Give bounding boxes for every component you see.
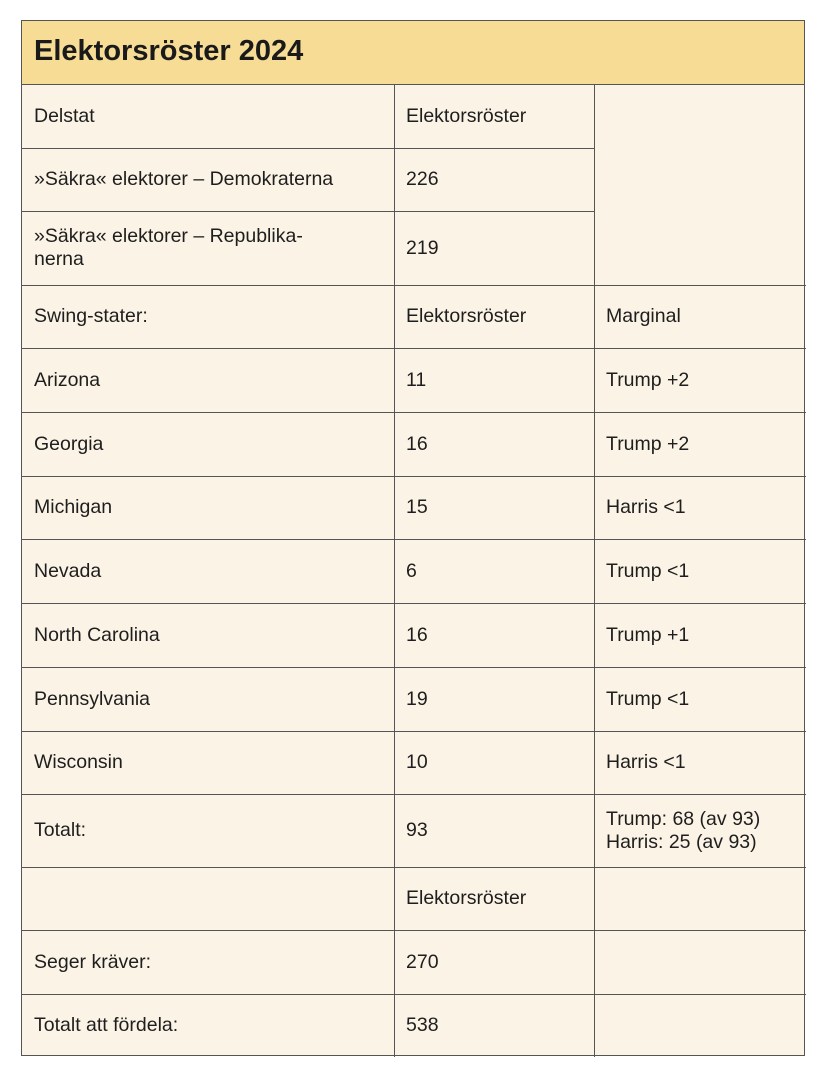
total-margin <box>594 794 806 867</box>
total-label: Totalt: <box>34 819 87 841</box>
swing-state-votes: 10 <box>406 751 428 773</box>
swing-state-name: Michigan <box>34 496 113 518</box>
header-marginal: Marginal <box>606 305 681 327</box>
swing-state-votes: 19 <box>406 687 428 710</box>
row-label-democrats: »Säkra« elektorer – Demokraterna <box>34 168 334 190</box>
summary-header-blank-right <box>594 867 806 930</box>
header-swing-elektorsroster: Elektorsröster <box>406 305 527 327</box>
swing-state-margin: Trump +2 <box>606 432 690 455</box>
swing-state-name: Wisconsin <box>34 751 123 773</box>
swing-state-name: North Carolina <box>34 623 160 646</box>
swing-state-margin: Trump <1 <box>606 687 690 710</box>
table-title: Elektorsröster 2024 <box>34 35 304 67</box>
swing-state-margin: Trump <1 <box>606 559 690 582</box>
swing-state-votes: 11 <box>406 368 427 391</box>
swing-state-name: Nevada <box>34 559 102 582</box>
summary-header-elektorsroster: Elektorsröster <box>406 887 527 909</box>
summary-votes-seger: 270 <box>406 950 439 973</box>
summary-label-seger: Seger kräver: <box>34 950 152 973</box>
total-margin-trump: Trump: 68 (av 93) <box>606 807 761 830</box>
electoral-table <box>21 20 805 1056</box>
row-votes-democrats: 226 <box>406 168 439 190</box>
swing-state-name: Georgia <box>34 432 104 455</box>
total-margin-harris: Harris: 25 (av 93) <box>606 830 757 853</box>
row-label-republicans-line2: nerna <box>34 248 84 270</box>
swing-state-name: Pennsylvania <box>34 687 150 710</box>
header-swing-stater: Swing-stater: <box>34 305 148 327</box>
header-delstat: Delstat <box>34 105 95 127</box>
swing-state-margin: Harris <1 <box>606 496 686 518</box>
swing-state-votes: 16 <box>406 623 428 646</box>
row-votes-republicans: 219 <box>406 236 439 259</box>
swing-state-votes: 16 <box>406 432 428 455</box>
table-title-bar <box>22 21 804 85</box>
summary-votes-totalt: 538 <box>406 1014 439 1036</box>
row-label-republicans-line1: »Säkra« elektorer – Republika- <box>34 225 303 247</box>
summary-header-blank <box>22 867 394 930</box>
summary-label-totalt: Totalt att fördela: <box>34 1014 179 1036</box>
swing-state-margin: Trump +1 <box>606 623 690 646</box>
swing-state-votes: 15 <box>406 496 428 518</box>
total-votes: 93 <box>406 819 428 841</box>
swing-state-votes: 6 <box>406 559 417 582</box>
swing-state-name: Arizona <box>34 368 101 391</box>
row-label-republicans <box>22 211 394 285</box>
swing-state-margin: Harris <1 <box>606 751 686 773</box>
header-elektorsroster: Elektorsröster <box>406 105 527 127</box>
swing-state-margin: Trump +2 <box>606 368 690 391</box>
